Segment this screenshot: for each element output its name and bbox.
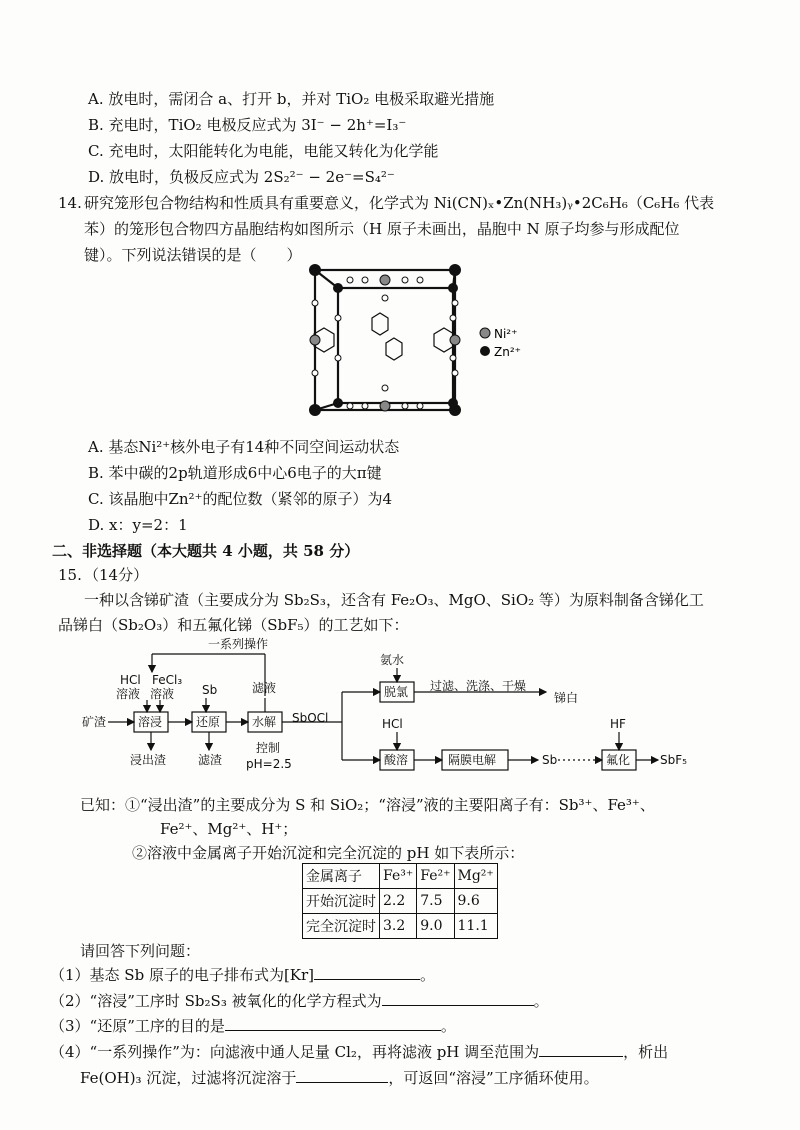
flow-dechlor: 脱氯 [384, 685, 409, 699]
q15-sub4b-text: Fe(OH)₃ 沉淀，过滤将沉淀溶于 [80, 1069, 297, 1087]
q15-ask: 请回答下列问题： [80, 942, 201, 960]
ph-table-header-cell: 金属离子 [303, 864, 380, 889]
flow-ore: 矿渣 [82, 715, 107, 729]
q14-option-b: B. 苯中碳的2p轨道形成6中心6电子的大π键 [88, 464, 382, 482]
flow-fecl3: FeCl₃ [152, 673, 183, 687]
flow-fluorination: 氟化 [606, 753, 631, 767]
q15-known-1b: Fe²⁺、Mg²⁺、H⁺； [160, 820, 298, 838]
q15-sub2 [50, 990, 549, 1011]
q15-sub1 [50, 964, 435, 985]
ph-table-header-cell: Fe²⁺ [417, 864, 454, 889]
q13-option-c: C. 充电时，太阳能转化为电能，电能又转化为化学能 [88, 142, 439, 160]
ph-table-cell: 3.2 [380, 914, 417, 939]
q14-stem-text1: 研究笼形包合物结构和性质具有重要意义，化学式为 Ni(CN)ₓ•Zn(NH₃)ᵧ•2C₆H₆（C₆H₆ 代表 [84, 194, 715, 212]
flow-hcl: HCl [120, 673, 141, 687]
q15-intro-line1: 一种以含锑矿渣（主要成分为 Sb₂S₃，还含有 Fe₂O₃、MgO、SiO₂ 等）为原料制备含锑化工 [84, 591, 704, 609]
q15-number: 15. [58, 566, 82, 584]
q15-sub3-end: 。 [440, 1017, 456, 1035]
flow-series-op: 一系列操作 [208, 637, 269, 651]
flow-antimony-white: 锑白 [554, 691, 579, 705]
q14-option-c: C. 该晶胞中Zn²⁺的配位数（紧邻的原子）为4 [88, 490, 393, 508]
flow-hydrolysis: 水解 [252, 715, 277, 729]
answer-blank-2[interactable] [382, 991, 534, 1006]
q13-option-b: B. 充电时，TiO₂ 电极反应式为 3I⁻ − 2h⁺=I₃⁻ [88, 116, 407, 134]
flow-fecl3-solution: 溶液 [150, 687, 175, 701]
ni-legend-marker [480, 328, 490, 338]
flow-filter-residue: 滤渣 [198, 753, 223, 767]
q14-option-d: D. x：y=2：1 [88, 516, 188, 534]
ph-table-cell: 9.0 [417, 914, 454, 939]
answer-blank-3[interactable] [225, 1016, 441, 1031]
q15-score: （14分） [84, 566, 149, 584]
ph-table-header-cell: Mg²⁺ [454, 864, 497, 889]
q15-sub4b-end: ，可返回“溶浸”工序循环使用。 [388, 1069, 599, 1087]
q15-sub4-line2 [80, 1067, 599, 1088]
flow-hf: HF [610, 717, 626, 731]
ph-table-row [303, 914, 498, 939]
flow-sb-input: Sb [202, 683, 218, 697]
q15-header [58, 564, 148, 585]
q15-sub4 [50, 1041, 668, 1062]
ni-legend-label: Ni²⁺ [494, 327, 518, 341]
q14-stem-line2: 苯）的笼形包合物四方晶胞结构如图所示（H 原子未画出，晶胞中 N 原子均参与形成配位 [84, 220, 680, 238]
ph-table-header-cell: Fe³⁺ [380, 864, 417, 889]
q14-stem-line3: 键）。下列说法错误的是（ ） [84, 246, 302, 264]
q15-sub3 [50, 1015, 456, 1036]
q14-option-a: A. 基态Ni²⁺核外电子有14种不同空间运动状态 [88, 438, 400, 456]
q15-intro-line2: 品锑白（Sb₂O₃）和五氟化锑（SbF₅）的工艺如下： [58, 616, 409, 634]
q15-sub4-mid: ，析出 [623, 1043, 669, 1061]
flow-sb-output: Sb [542, 753, 558, 767]
flow-leach-residue: 浸出渣 [130, 753, 167, 767]
q15-sub1-end: 。 [420, 966, 436, 984]
answer-blank-1[interactable] [314, 965, 420, 980]
flow-filter-wash-dry: 过滤、洗涤、干燥 [430, 679, 527, 693]
ph-table [302, 863, 498, 939]
q14-stem-line1 [58, 192, 714, 213]
q15-sub3-text: （3）“还原”工序的目的是 [50, 1017, 225, 1035]
q15-sub2-text: （2）“溶浸”工序时 Sb₂S₃ 被氧化的化学方程式为 [50, 992, 382, 1010]
flow-membrane-electrolysis: 隔膜电解 [448, 753, 497, 767]
flow-leach: 溶浸 [138, 715, 163, 729]
flow-ammonia: 氨水 [380, 653, 405, 667]
flow-reduce: 还原 [196, 715, 221, 729]
q15-sub4-text: （4）“一系列操作”为：向滤液中通人足量 Cl₂，再将滤液 pH 调至范围为 [50, 1043, 540, 1061]
flow-acid-dissolve: 酸溶 [384, 753, 409, 767]
flow-sbf5: SbF₅ [660, 753, 687, 767]
q14-number: 14. [58, 194, 82, 212]
flow-hcl2: HCl [382, 717, 403, 731]
ph-table-header [303, 864, 498, 889]
ph-table-cell: 2.2 [380, 889, 417, 914]
q15-sub2-end: 。 [533, 992, 549, 1010]
answer-blank-4[interactable] [539, 1042, 623, 1057]
ph-table-cell: 完全沉淀时 [303, 914, 380, 939]
ph-table-cell: 7.5 [417, 889, 454, 914]
ph-table-cell: 11.1 [454, 914, 497, 939]
ph-table-cell: 9.6 [454, 889, 497, 914]
section-heading: 二、非选择题（本大题共 4 小题，共 58 分） [52, 542, 360, 560]
q15-known-1a: 已知：①“浸出渣”的主要成分为 S 和 SiO₂；“溶浸”液的主要阳离子有：Sb³⁺、Fe³⁺、 [80, 796, 655, 814]
flow-hcl-solution: 溶液 [116, 687, 141, 701]
q15-sub1-text: （1）基态 Sb 原子的电子排布式为[Kr] [50, 966, 315, 984]
flow-control: 控制 [256, 741, 281, 755]
answer-blank-5[interactable] [296, 1068, 388, 1083]
q13-option-a: A. 放电时，需闭合 a、打开 b，并对 TiO₂ 电极采取避光措施 [88, 90, 495, 108]
ph-table-cell: 开始沉淀时 [303, 889, 380, 914]
flow-ph: pH=2.5 [246, 757, 292, 771]
process-flow-diagram [80, 636, 720, 786]
flow-sbocl: SbOCl [292, 711, 329, 725]
q15-known-2: ②溶液中金属离子开始沉淀和完全沉淀的 pH 如下表所示： [132, 844, 525, 862]
ph-table-row [303, 889, 498, 914]
zn-legend-marker [480, 346, 490, 356]
zn-legend-label: Zn²⁺ [494, 345, 521, 359]
q13-option-d: D. 放电时，负极反应式为 2S₂²⁻ − 2e⁻=S₄²⁻ [88, 168, 395, 186]
flow-filtrate: 滤液 [252, 681, 277, 695]
crystal-cell-diagram [290, 258, 540, 428]
